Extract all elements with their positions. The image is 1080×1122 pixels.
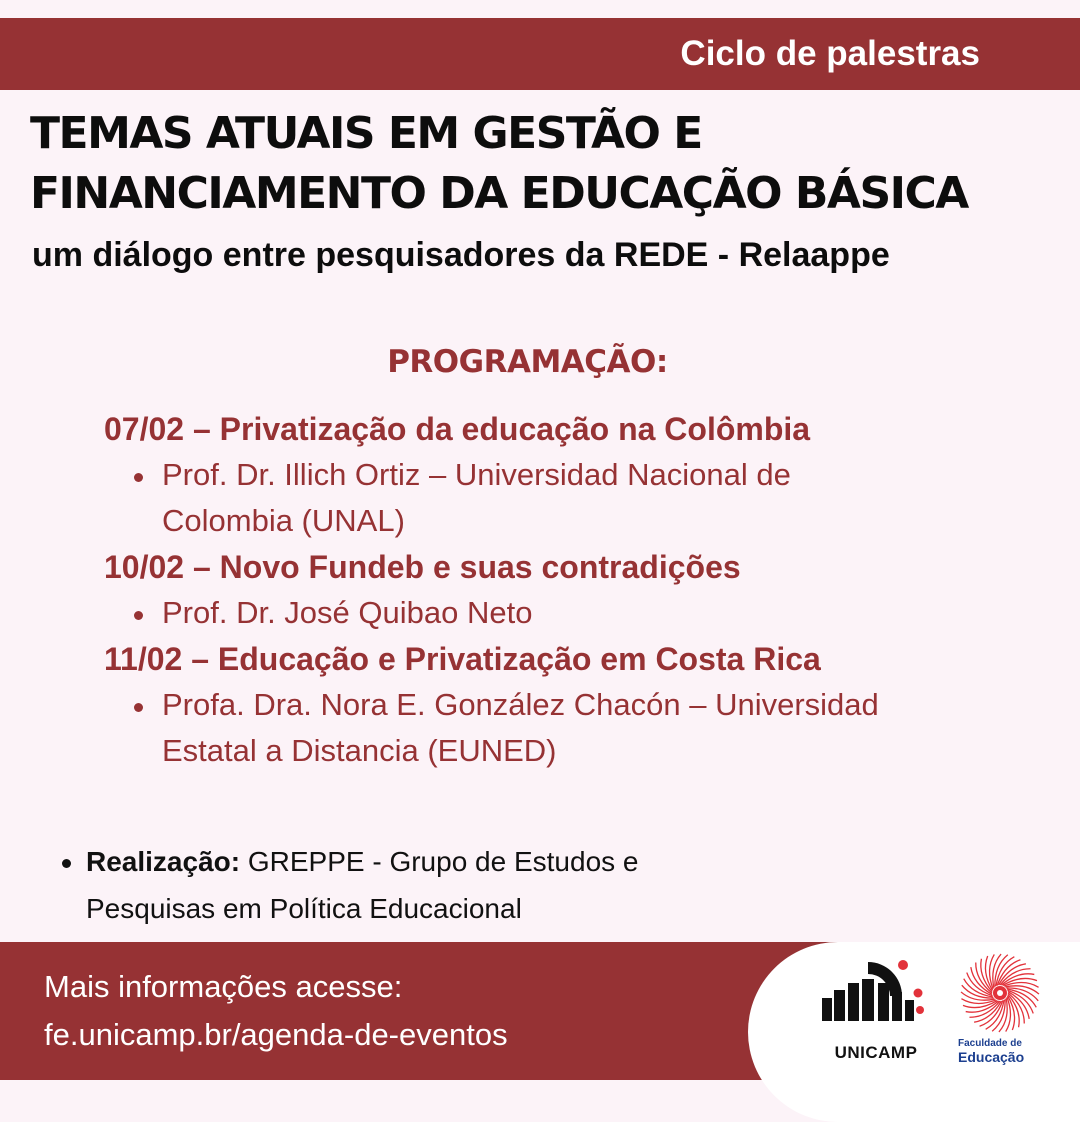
program-heading: PROGRAMAÇÃO: [387,344,668,380]
main-title-line-2: FINANCIAMENTO DA EDUCAÇÃO BÁSICA [30,168,968,219]
main-title-line-1: TEMAS ATUAIS EM GESTÃO E [30,108,702,159]
speaker-line: Colombia (UNAL) [162,503,405,538]
series-label: Ciclo de palestras [680,34,980,73]
bullet-icon [134,703,143,712]
session-speaker [104,452,962,544]
fe-logo-text [958,1037,1044,1065]
session-title: 10/02 – Novo Fundeb e suas contradições [104,549,741,585]
fe-logo-icon [955,952,1045,1034]
unicamp-logo-icon [816,952,932,1032]
organizer-note [86,838,786,932]
speaker-line: Prof. Dr. Illich Ortiz – Universidad Nacional de [162,457,791,492]
organizer-text: Pesquisas em Política Educacional [86,893,522,924]
session-speaker [104,682,962,774]
events-link[interactable]: fe.unicamp.br/agenda-de-eventos [44,1017,508,1052]
session-title: 11/02 – Educação e Privatização em Costa Rica [104,641,821,677]
bullet-icon [62,859,71,868]
speaker-line: Prof. Dr. José Quibao Neto [162,595,533,630]
speaker-line: Profa. Dra. Nora E. González Chacón – Universidad [162,687,879,722]
unicamp-logo-text: UNICAMP [834,1043,918,1062]
organizer-text: GREPPE - Grupo de Estudos e [247,846,639,877]
main-title [30,104,1030,224]
bullet-icon [134,611,143,620]
top-banner [0,18,1080,90]
organizer-label: Realização: [86,846,241,877]
speaker-line: Estatal a Distancia (EUNED) [162,733,557,768]
session-speaker [104,590,962,636]
program-schedule [104,406,1004,774]
more-info-label: Mais informações acesse: [44,969,403,1004]
fe-logo-text-big: Educação [958,1049,1025,1065]
subtitle: um diálogo entre pesquisadores da REDE - Relaappe [32,236,890,274]
fe-logo-text-small: Faculdade de [958,1038,1022,1049]
session-title: 07/02 – Privatização da educação na Colômbia [104,411,811,447]
bullet-icon [134,473,143,482]
